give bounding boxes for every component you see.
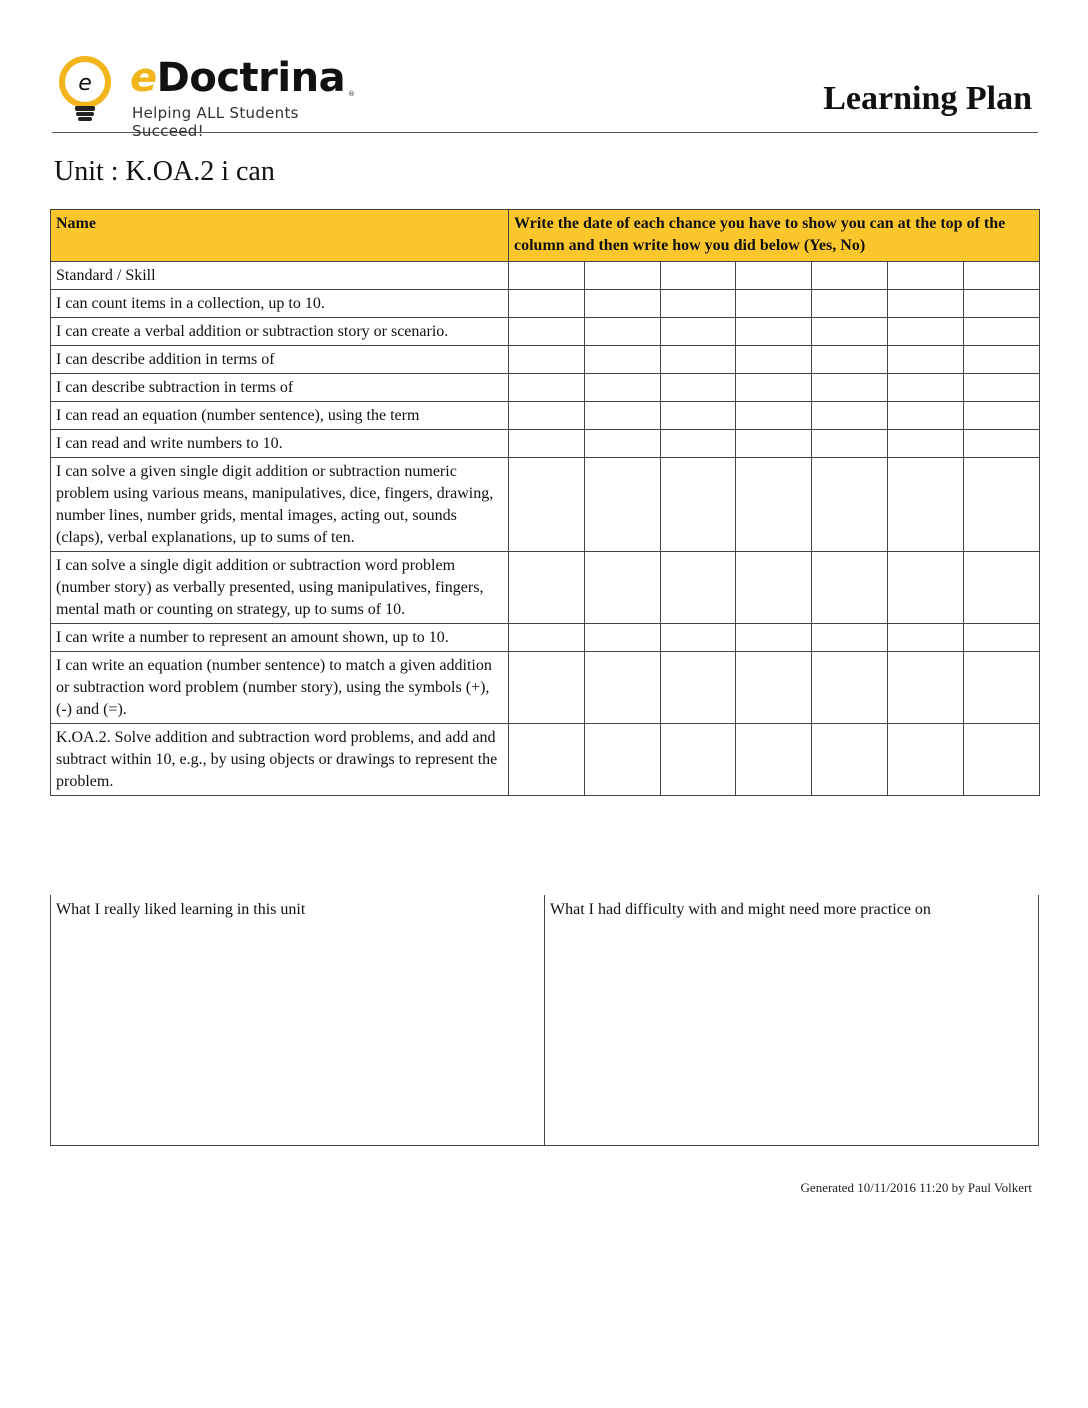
result-cell[interactable] xyxy=(736,458,812,552)
result-cell[interactable] xyxy=(736,652,812,724)
skill-cell: I can create a verbal addition or subtraction story or scenario. xyxy=(51,318,509,346)
result-cell[interactable] xyxy=(509,430,585,458)
result-cell[interactable] xyxy=(509,652,585,724)
result-cell[interactable] xyxy=(812,318,888,346)
standard-skill-header: Standard / Skill xyxy=(51,262,509,290)
reflection-section xyxy=(50,895,1039,1146)
result-cell[interactable] xyxy=(812,652,888,724)
date-cell[interactable] xyxy=(660,262,736,290)
result-cell[interactable] xyxy=(887,624,963,652)
result-cell[interactable] xyxy=(584,724,660,796)
result-cell[interactable] xyxy=(660,430,736,458)
result-cell[interactable] xyxy=(963,724,1039,796)
result-cell[interactable] xyxy=(963,290,1039,318)
table-row xyxy=(51,458,1040,552)
learning-plan-table xyxy=(50,209,1040,796)
skill-cell: I can read and write numbers to 10. xyxy=(51,430,509,458)
brand-name: eDoctrina xyxy=(130,55,346,101)
instructions-header: Write the date of each chance you have to show you can at the top of the column and then write how you did below (Yes, No) xyxy=(509,210,1040,262)
result-cell[interactable] xyxy=(812,402,888,430)
result-cell[interactable] xyxy=(660,374,736,402)
skill-cell: I can count items in a collection, up to 10. xyxy=(51,290,509,318)
result-cell[interactable] xyxy=(812,290,888,318)
skill-cell: K.OA.2. Solve addition and subtraction word problems, and add and subtract within 10, e.g., by using objects or drawings to represent the problem. xyxy=(51,724,509,796)
table-row xyxy=(51,402,1040,430)
result-cell[interactable] xyxy=(660,318,736,346)
result-cell[interactable] xyxy=(963,430,1039,458)
liked-learning-label: What I really liked learning in this unit xyxy=(56,901,306,918)
date-cell[interactable] xyxy=(812,262,888,290)
result-cell[interactable] xyxy=(812,552,888,624)
generated-footer: Generated 10/11/2016 11:20 by Paul Volkert xyxy=(800,1180,1032,1195)
result-cell[interactable] xyxy=(963,652,1039,724)
result-cell[interactable] xyxy=(660,652,736,724)
difficulty-label: What I had difficulty with and might need more practice on xyxy=(550,901,931,918)
registered-mark: ® xyxy=(348,90,355,98)
result-cell[interactable] xyxy=(660,290,736,318)
result-cell[interactable] xyxy=(887,318,963,346)
result-cell[interactable] xyxy=(812,346,888,374)
brand-tagline: Helping ALL Students Succeed! xyxy=(132,104,299,140)
lightbulb-icon xyxy=(54,54,120,124)
table-row xyxy=(51,724,1040,796)
result-cell[interactable] xyxy=(963,374,1039,402)
result-cell[interactable] xyxy=(812,724,888,796)
result-cell[interactable] xyxy=(509,724,585,796)
result-cell[interactable] xyxy=(660,724,736,796)
date-cell[interactable] xyxy=(963,262,1039,290)
skill-cell: I can write an equation (number sentence) to match a given addition or subtraction word problem (number story), using the symbols (+), (-) and (=). xyxy=(51,652,509,724)
table-row xyxy=(51,552,1040,624)
result-cell[interactable] xyxy=(736,724,812,796)
result-cell[interactable] xyxy=(963,346,1039,374)
result-cell[interactable] xyxy=(887,346,963,374)
table-row xyxy=(51,652,1040,724)
result-cell[interactable] xyxy=(509,458,585,552)
difficulty-box[interactable] xyxy=(545,895,1038,1145)
date-cell[interactable] xyxy=(887,262,963,290)
result-cell[interactable] xyxy=(584,552,660,624)
result-cell[interactable] xyxy=(963,552,1039,624)
result-cell[interactable] xyxy=(736,430,812,458)
result-cell[interactable] xyxy=(509,374,585,402)
result-cell[interactable] xyxy=(887,458,963,552)
result-cell[interactable] xyxy=(584,346,660,374)
document-title: Learning Plan xyxy=(823,80,1032,117)
edoctrina-logo xyxy=(52,52,372,140)
result-cell[interactable] xyxy=(660,458,736,552)
result-cell[interactable] xyxy=(736,318,812,346)
result-cell[interactable] xyxy=(509,346,585,374)
result-cell[interactable] xyxy=(887,430,963,458)
result-cell[interactable] xyxy=(812,430,888,458)
result-cell[interactable] xyxy=(887,402,963,430)
result-cell[interactable] xyxy=(963,458,1039,552)
result-cell[interactable] xyxy=(887,374,963,402)
table-row xyxy=(51,262,1040,290)
name-header: Name xyxy=(51,210,509,262)
skill-cell: I can describe addition in terms of xyxy=(51,346,509,374)
skill-cell: I can solve a given single digit addition or subtraction numeric problem using various means, manipulatives, dice, fingers, drawing, number lines, number grids, mental images, acting out, sounds (claps), verbal explanations, up to sums of ten. xyxy=(51,458,509,552)
result-cell[interactable] xyxy=(584,652,660,724)
date-cell[interactable] xyxy=(509,262,585,290)
liked-learning-box[interactable] xyxy=(51,895,545,1145)
page-header xyxy=(52,52,1038,140)
result-cell[interactable] xyxy=(660,402,736,430)
result-cell[interactable] xyxy=(660,624,736,652)
skill-cell: I can solve a single digit addition or subtraction word problem (number story) as verbally presented, using manipulatives, fingers, mental math or counting on strategy, up to sums of 10. xyxy=(51,552,509,624)
result-cell[interactable] xyxy=(509,318,585,346)
date-cell[interactable] xyxy=(584,262,660,290)
skill-cell: I can read an equation (number sentence), using the term xyxy=(51,402,509,430)
result-cell[interactable] xyxy=(887,652,963,724)
result-cell[interactable] xyxy=(887,552,963,624)
result-cell[interactable] xyxy=(584,430,660,458)
result-cell[interactable] xyxy=(584,374,660,402)
skill-cell: I can describe subtraction in terms of xyxy=(51,374,509,402)
date-cell[interactable] xyxy=(736,262,812,290)
result-cell[interactable] xyxy=(736,290,812,318)
result-cell[interactable] xyxy=(812,458,888,552)
table-row xyxy=(51,346,1040,374)
result-cell[interactable] xyxy=(584,624,660,652)
result-cell[interactable] xyxy=(660,346,736,374)
result-cell[interactable] xyxy=(736,374,812,402)
result-cell[interactable] xyxy=(660,552,736,624)
result-cell[interactable] xyxy=(584,458,660,552)
result-cell[interactable] xyxy=(736,402,812,430)
result-cell[interactable] xyxy=(584,318,660,346)
result-cell[interactable] xyxy=(812,374,888,402)
table-header-row xyxy=(51,210,1040,262)
result-cell[interactable] xyxy=(584,402,660,430)
result-cell[interactable] xyxy=(509,290,585,318)
skill-cell: I can write a number to represent an amount shown, up to 10. xyxy=(51,624,509,652)
unit-title: Unit : K.OA.2 i can xyxy=(54,156,275,187)
result-cell[interactable] xyxy=(509,402,585,430)
result-cell[interactable] xyxy=(584,290,660,318)
result-cell[interactable] xyxy=(509,624,585,652)
table-row xyxy=(51,374,1040,402)
result-cell[interactable] xyxy=(963,318,1039,346)
result-cell[interactable] xyxy=(736,552,812,624)
table-row xyxy=(51,290,1040,318)
result-cell[interactable] xyxy=(887,290,963,318)
result-cell[interactable] xyxy=(736,624,812,652)
table-row xyxy=(51,318,1040,346)
result-cell[interactable] xyxy=(509,552,585,624)
table-row xyxy=(51,624,1040,652)
result-cell[interactable] xyxy=(887,724,963,796)
result-cell[interactable] xyxy=(963,402,1039,430)
table-row xyxy=(51,430,1040,458)
result-cell[interactable] xyxy=(812,624,888,652)
svg-text:e: e xyxy=(78,71,92,96)
result-cell[interactable] xyxy=(736,346,812,374)
result-cell[interactable] xyxy=(963,624,1039,652)
